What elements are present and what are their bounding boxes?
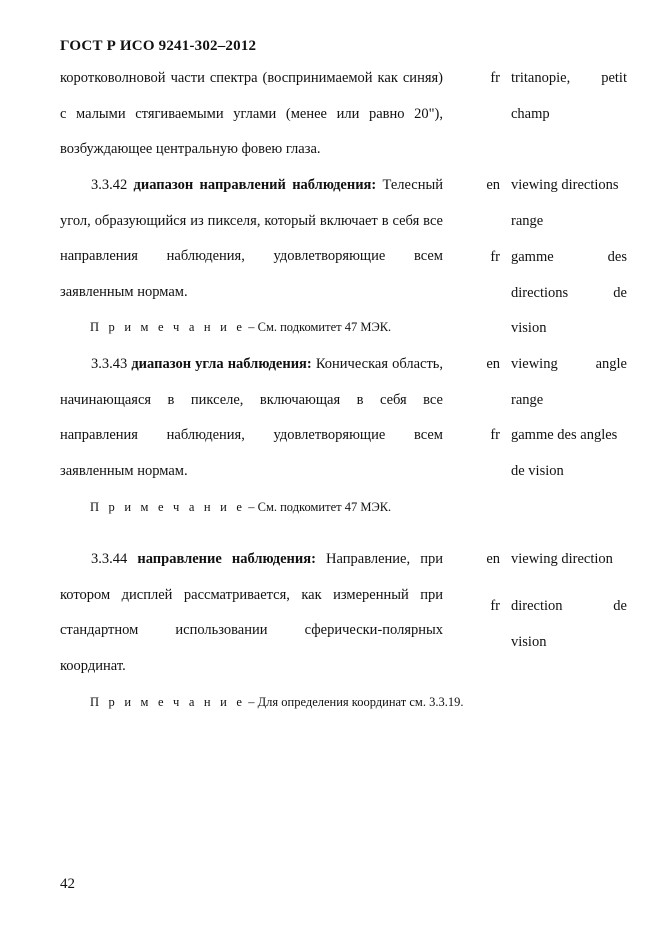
lang-code-en: en <box>486 551 500 567</box>
entry-paragraph <box>60 168 443 310</box>
lang-code-en: en <box>486 177 500 193</box>
lang-code-fr: fr <box>490 427 500 443</box>
note-label: П р и м е ч а н и е <box>90 320 246 334</box>
entry-term: направление наблюдения: <box>137 551 316 567</box>
equivalent-term-en <box>511 542 627 578</box>
note-text: – См. подкомитет 47 МЭК. <box>245 320 392 334</box>
equivalent-line: vision <box>511 633 547 650</box>
equivalent-term-en <box>511 168 627 239</box>
equivalent-line: gamme des <box>511 249 627 265</box>
equivalent-line: tritanopie, petit <box>511 70 627 86</box>
lang-code-fr: fr <box>490 70 500 86</box>
equivalent-line: directions de <box>511 284 627 301</box>
note-text: – Для определения координат см. 3.3.19. <box>245 695 464 709</box>
entry-term: диапазон направлений наблюдения: <box>133 177 377 193</box>
lang-code-fr: fr <box>490 598 500 614</box>
equivalent-line: de vision <box>511 462 564 479</box>
entry-note <box>90 694 463 710</box>
entry-paragraph <box>60 347 443 489</box>
continuation-text: коротковолновой части спектра (воспринимаемой как синяя) с малыми стягиваемыми углами (менее или равно 20"), возбуждающее центральную фовею глаза. <box>60 70 443 157</box>
equivalent-line: vision <box>511 320 547 336</box>
entry-definition: Направление, при котором дисплей рассматривается, как измеренный при стандартном использовании сферически-полярных координат. <box>60 551 443 674</box>
entry-note <box>90 499 391 515</box>
entry-3-3-44 <box>60 542 443 684</box>
equivalent-term-en <box>511 347 627 418</box>
entry-definition: Телесный угол, образующийся из пикселя, который включает в себя все направления наблюдения, удовлетворяющие всем заявленным нормам. <box>60 177 444 300</box>
note-text: – См. подкомитет 47 МЭК. <box>245 500 392 514</box>
equivalent-term-fr <box>511 61 627 132</box>
equivalent-term-fr <box>511 240 627 347</box>
equivalent-line: viewing direction <box>511 551 613 567</box>
entry-number: 3.3.43 <box>91 356 128 372</box>
entry-number: 3.3.44 <box>91 551 128 567</box>
document-header: ГОСТ Р ИСО 9241-302–2012 <box>60 38 257 54</box>
page-number: 42 <box>60 876 75 892</box>
entry-note <box>90 319 391 335</box>
note-label: П р и м е ч а н и е <box>90 500 246 514</box>
entry-number: 3.3.42 <box>91 177 128 193</box>
lang-code-fr: fr <box>490 249 500 265</box>
equivalent-line: direction de <box>511 598 627 614</box>
entry-term: диапазон угла наблюдения: <box>131 356 312 372</box>
note-label: П р и м е ч а н и е <box>90 695 246 709</box>
entry-paragraph <box>60 542 443 684</box>
continuation-paragraph <box>60 61 443 168</box>
entry-3-3-43 <box>60 347 443 489</box>
equivalent-line: viewing angle <box>511 356 627 372</box>
lang-code-en: en <box>486 356 500 372</box>
equivalent-term-fr <box>511 418 627 489</box>
entry-3-3-42 <box>60 168 443 310</box>
equivalent-line: range <box>511 391 544 408</box>
equivalent-line: champ <box>511 105 550 122</box>
equivalent-term-fr <box>511 589 627 660</box>
entry-definition: Коническая область, начинающаяся в пикселе, включающая в себя все направления наблюдения, удовлетворяющие всем заявленным нормам. <box>60 356 444 479</box>
equivalent-line: range <box>511 212 544 229</box>
equivalent-line: gamme des angles <box>511 427 618 443</box>
equivalent-line: viewing directions <box>511 177 619 193</box>
